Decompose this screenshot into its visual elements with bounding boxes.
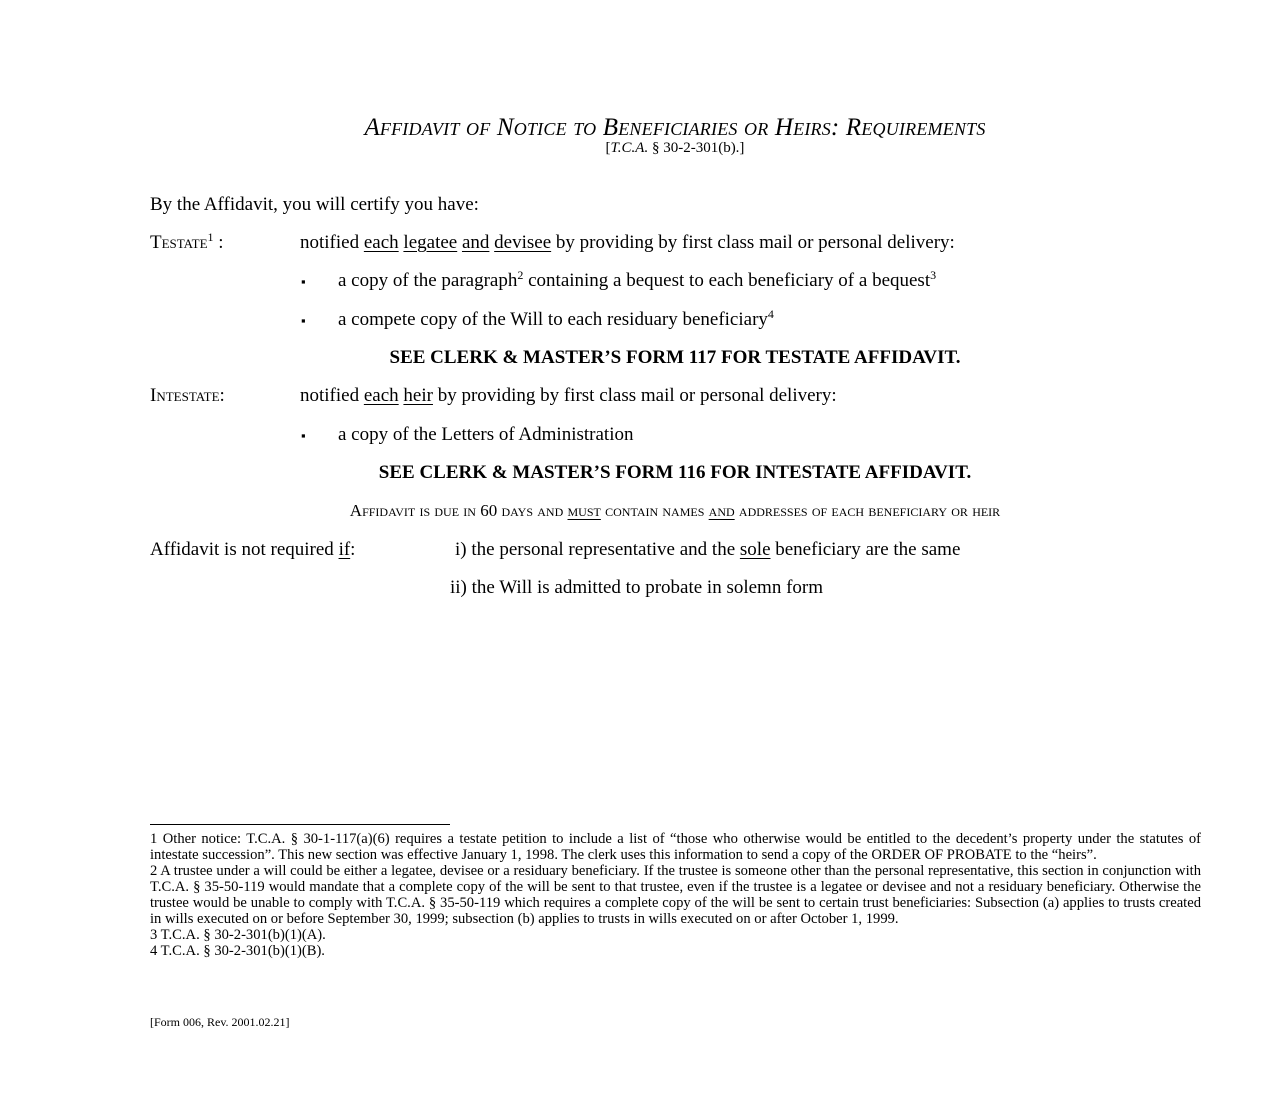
intestate-instruction: notified each heir by providing by first class mail or personal delivery: xyxy=(300,385,837,406)
bullet-marker: ▪ xyxy=(301,428,306,443)
footnote-4: 4 T.C.A. § 30-2-301(b)(1)(B). xyxy=(150,943,325,959)
testate-label: Testate$^1$ : xyxy=(150,230,224,253)
testate-bullet-will: a compete copy of the Will to each residuary beneficiary$^4$ xyxy=(338,307,774,330)
intestate-label: Intestate: xyxy=(150,385,225,406)
intro-text: By the Affidavit, you will certify you have: xyxy=(150,194,479,215)
testate-form-reference: SEE CLERK & MASTER’S FORM 117 FOR TESTATE AFFIDAVIT. xyxy=(389,347,961,368)
statute-citation: [T.C.A. § 30-2-301(b).] xyxy=(605,140,745,156)
document-title: Affidavit of Notice to Beneficiaries or Heirs: Requirements xyxy=(364,114,986,141)
testate-instruction: notified each legatee and devisee by providing by first class mail or personal delivery: xyxy=(300,232,955,253)
bullet-marker: ▪ xyxy=(301,313,306,328)
not-required-condition-2: ii) the Will is admitted to probate in solemn form xyxy=(450,577,824,598)
intestate-form-reference: SEE CLERK & MASTER’S FORM 116 FOR INTESTATE AFFIDAVIT. xyxy=(378,462,972,483)
footnote-3: 3 T.C.A. § 30-2-301(b)(1)(A). xyxy=(150,927,326,943)
form-revision: [Form 006, Rev. 2001.02.21] xyxy=(150,1015,290,1029)
intestate-bullet-letters: a copy of the Letters of Administration xyxy=(338,424,634,445)
not-required-label: Affidavit is not required if: xyxy=(150,539,356,560)
testate-bullet-paragraph: a copy of the paragraph$^2$ containing a bequest to each beneficiary of a bequest$^3$ xyxy=(338,268,937,291)
footnote-2: 2 A trustee under a will could be either a legatee, devisee or a residuary beneficiary. If the trustee is someone other than the personal representative, this section in conjunction with T.C.A. § 35-50-119 would mandate that a complete copy of the will be sent to that trustee, even if the trustee is a legatee or devisee and not a residuary beneficiary. Otherwise the trustee would be unable to comply with T.C.A. § 35-50-119 which requires a complete copy of the will be sent to certain trust beneficiaries: Subsection (a) applies to trusts created in wills executed on or before September 30, 1999; subsection (b) applies to trusts in wills executed on or after October 1, 1999. xyxy=(150,863,1201,927)
not-required-condition-1: i) the personal representative and the sole beneficiary are the same xyxy=(455,539,961,560)
bullet-marker: ▪ xyxy=(301,274,306,289)
footnote-1: 1 Other notice: T.C.A. § 30-1-117(a)(6) requires a testate petition to include a list of “those who otherwise would be entitled to the decedent’s property under the statutes of intestate succession”. This new section was effective January 1, 1998. The clerk uses this information to send a copy of the ORDER OF PROBATE to the “heirs”. xyxy=(150,831,1201,863)
due-notice: Affidavit is due in 60 days and must contain names and addresses of each beneficiary or heir xyxy=(349,501,1001,520)
footnotes xyxy=(150,831,1201,959)
footnote-divider xyxy=(150,824,450,825)
